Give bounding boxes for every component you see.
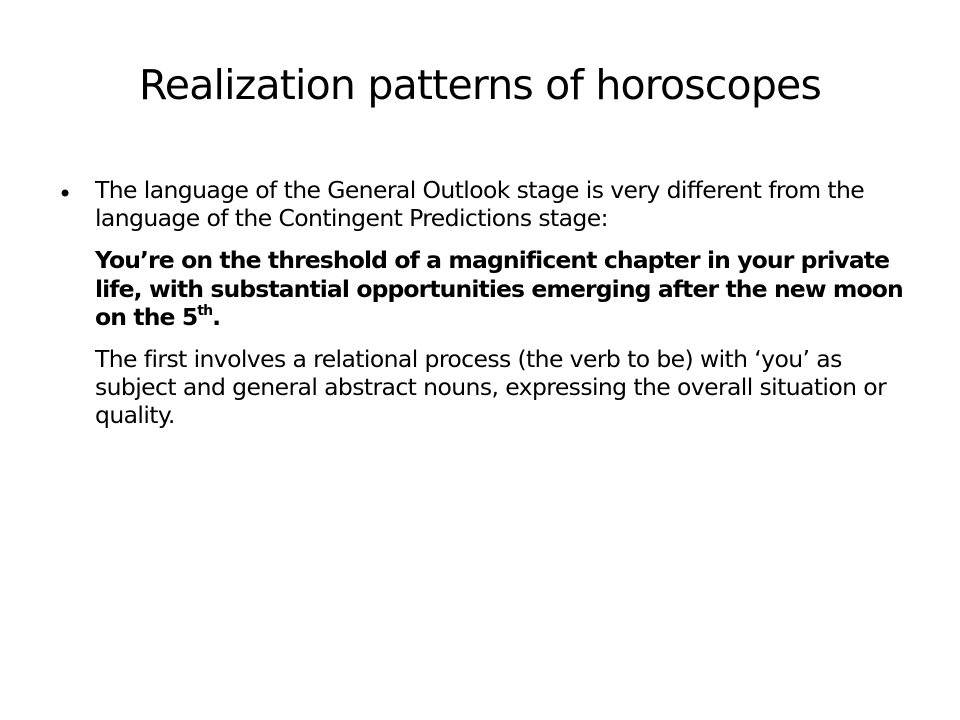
slide-body: [58, 176, 918, 442]
example-text: You’re on the threshold of a magnificent chapter in your private life, with substantial opportunities emerging after the new moon on the 5: [95, 246, 903, 331]
bullet-item: [58, 176, 918, 430]
intro-text: The language of the General Outlook stage is very different from the language of the Contingent Predictions stage:: [95, 176, 865, 233]
example-quote: [95, 246, 918, 331]
explanation-text: The first involves a relational process (the verb to be) with ‘you’ as subject and general abstract nouns, expressing the overall situation or quality.: [95, 344, 887, 430]
bullet-icon: •: [58, 180, 73, 208]
slide-title: Realization patterns of horoscopes: [138, 61, 822, 109]
example-end: .: [212, 302, 221, 331]
ordinal-suffix: th: [197, 302, 213, 319]
